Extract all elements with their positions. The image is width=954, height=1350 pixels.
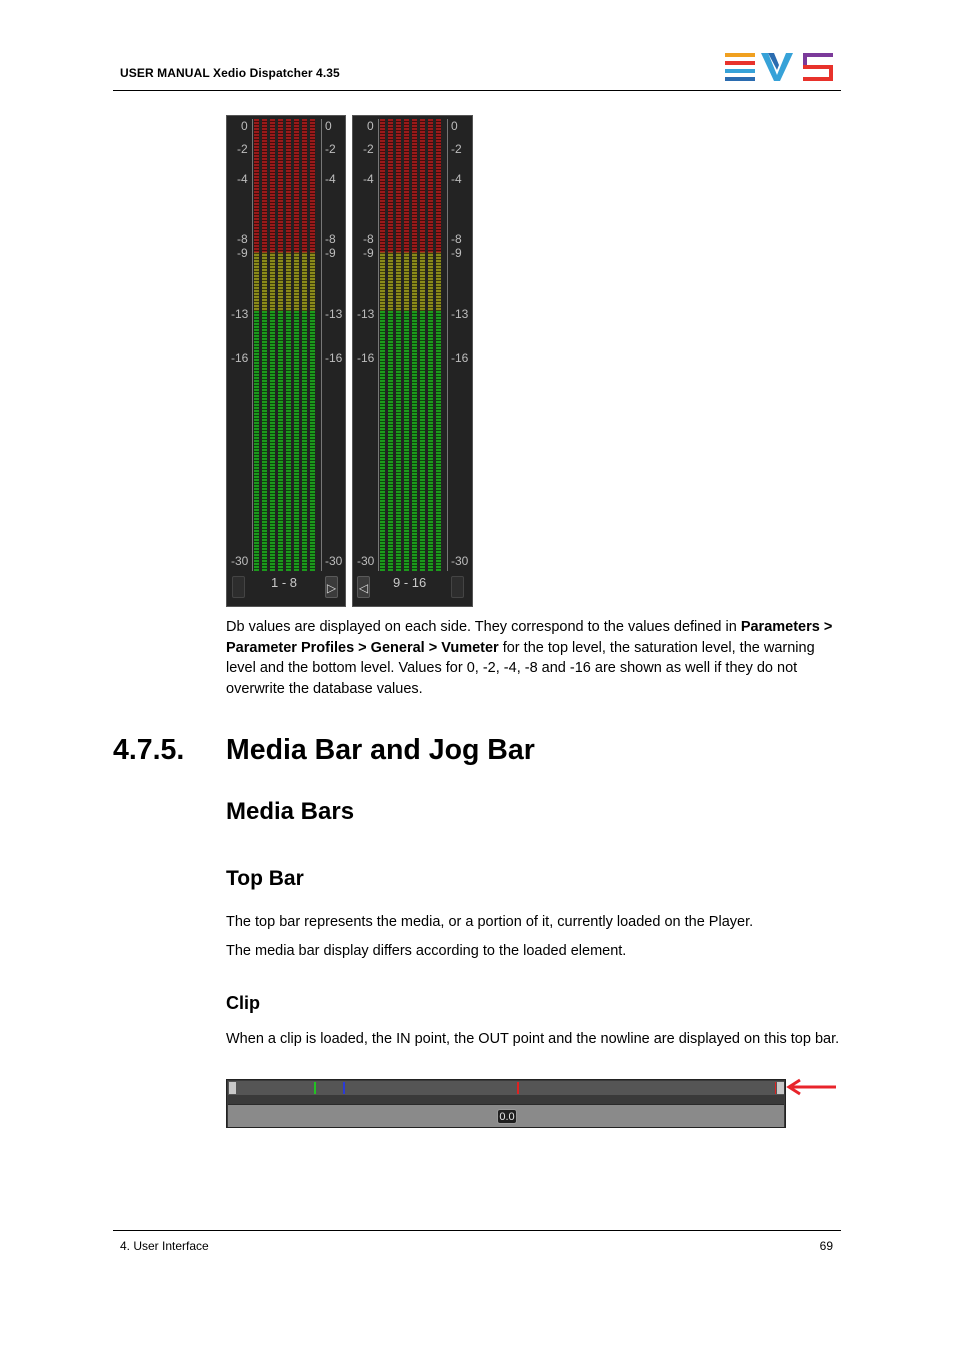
timecode-display: 0.0 [497, 1109, 517, 1124]
section-title: Media Bar and Jog Bar [226, 734, 535, 766]
scale-label: 0 [451, 119, 458, 133]
jog-bar[interactable] [228, 1104, 784, 1127]
scale-label: -4 [363, 172, 374, 186]
scale-label: -8 [237, 232, 248, 246]
bar-end-cap [777, 1082, 784, 1094]
nowline-marker[interactable] [517, 1082, 519, 1094]
scale-label: -13 [357, 307, 375, 321]
vumeter-description: Db values are displayed on each side. They correspond to the values defined in Parameters > Parameter Profiles > General > Vumeter for the top level, the saturation level, the warning level and the bottom level. Values for 0, -2, -4, -8 and -16 are shown as well if they do not overwrite the database values. [226, 619, 833, 697]
vu-meter-1-8 [226, 115, 346, 607]
scale-label: -30 [231, 554, 249, 568]
arrow-right-icon: ▷ [326, 581, 337, 595]
scale-label: -8 [325, 232, 336, 246]
next-channels-button[interactable] [325, 576, 338, 598]
scale-label: -13 [325, 307, 343, 321]
media-bar [226, 1079, 786, 1128]
scale-label: -2 [237, 142, 248, 156]
end-marker [775, 1082, 776, 1094]
scale-label: -13 [451, 307, 469, 321]
scale-label: -13 [231, 307, 249, 321]
arrow-left-icon: ◁ [358, 581, 369, 595]
scale-label: -9 [363, 246, 374, 260]
top-bar[interactable] [228, 1081, 784, 1095]
scale-label: -4 [237, 172, 248, 186]
page-number: 69 [819, 1239, 833, 1253]
scale-label: -16 [451, 351, 469, 365]
scale-label: -16 [231, 351, 249, 365]
footer-rule [113, 1230, 841, 1231]
vu-meter-9-16 [352, 115, 473, 607]
header-rule [113, 90, 841, 91]
bar-start-cap [229, 1082, 236, 1094]
scale-label: -30 [451, 554, 469, 568]
level-columns [254, 119, 324, 571]
scale-label: 0 [241, 119, 248, 133]
scale-label: 0 [325, 119, 332, 133]
scale-label: -4 [451, 172, 462, 186]
channel-range-label: 1 - 8 [271, 575, 298, 590]
scale-label: -2 [325, 142, 336, 156]
scale-label: -30 [357, 554, 375, 568]
prev-channels-button[interactable] [232, 576, 245, 598]
section-heading [113, 734, 535, 767]
subsection-title: Media Bars [226, 798, 355, 825]
sub-subsection-title: Top Bar [226, 867, 304, 890]
red-arrow-icon [786, 1078, 838, 1096]
scale-label: -2 [363, 142, 374, 156]
in-point-marker[interactable] [314, 1082, 316, 1094]
clip-description: When a clip is loaded, the IN point, the OUT point and the nowline are displayed on this top bar. [226, 1031, 840, 1047]
scale-label: -16 [357, 351, 375, 365]
level-columns [380, 119, 450, 571]
parameters-path: Parameters > Parameter Profiles > General > Vumeter [226, 619, 833, 656]
next-channels-button[interactable] [451, 576, 464, 598]
clip-heading: Clip [226, 993, 260, 1013]
media-bar-note: The media bar display differs according to the loaded element. [226, 943, 627, 959]
scale-label: -30 [325, 554, 343, 568]
evs-logo-icon [725, 53, 835, 81]
prev-channels-button[interactable] [357, 576, 370, 598]
footer-chapter: 4. User Interface [120, 1239, 209, 1253]
section-number: 4.7.5. [113, 734, 185, 766]
top-bar-description: The top bar represents the media, or a portion of it, currently loaded on the Player. [226, 914, 754, 930]
channel-range-label: 9 - 16 [393, 575, 427, 590]
scale-label: 0 [367, 119, 374, 133]
scale-label: -9 [451, 246, 462, 260]
out-point-marker[interactable] [343, 1082, 345, 1094]
scale-label: -4 [325, 172, 336, 186]
scale-label: -2 [451, 142, 462, 156]
scale-label: -8 [363, 232, 374, 246]
header-title: USER MANUAL Xedio Dispatcher 4.35 [120, 66, 340, 80]
scale-label: -9 [237, 246, 248, 260]
scale-label: -16 [325, 351, 343, 365]
scale-label: -9 [325, 246, 336, 260]
scale-label: -8 [451, 232, 462, 246]
